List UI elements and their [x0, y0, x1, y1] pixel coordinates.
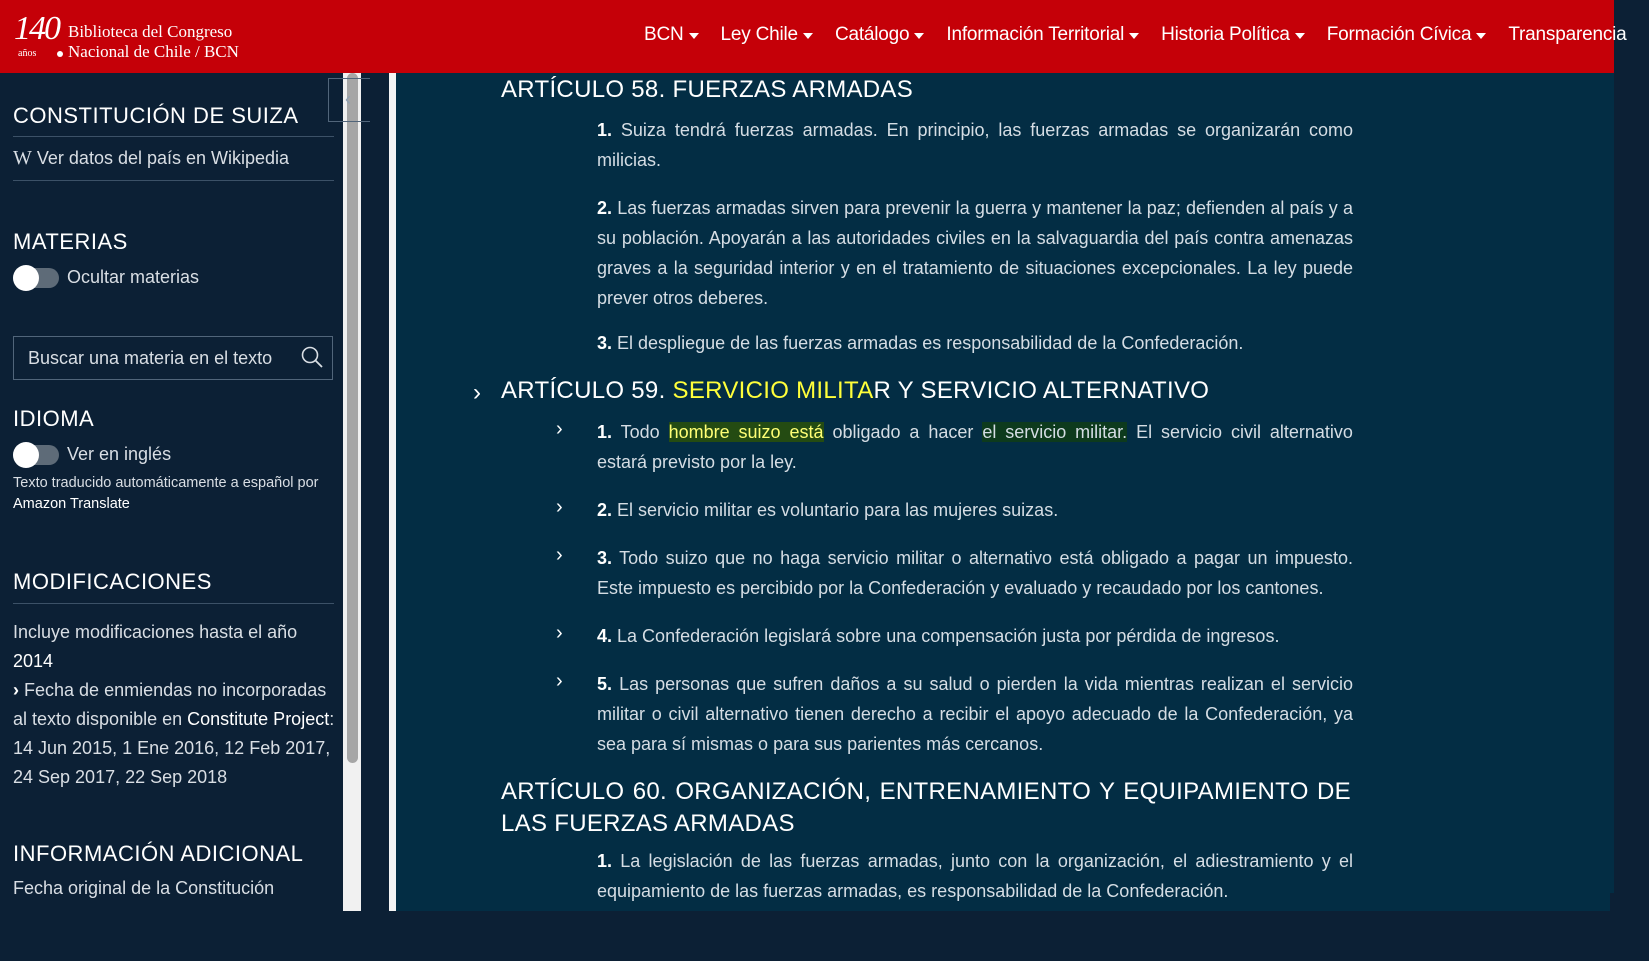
constitution-text	[396, 73, 1614, 911]
gutter	[361, 73, 389, 911]
paragraph-text: Las personas que sufren daños a su salud o pierden la vida mientras realizan el servicio militar o civil alternativo tienen derecho a recibir el apoyo adecuado de la Confederación, ya sea para sí mismas o para sus parientes más cercanos.	[597, 674, 1353, 754]
idioma-title: IDIOMA	[13, 406, 95, 431]
nav-transparencia[interactable]	[1508, 24, 1626, 46]
article-59-rest: R Y SERVICIO ALTERNATIVO	[873, 377, 1210, 404]
paragraph-number: 2.	[597, 198, 613, 218]
scroll-edge	[1610, 893, 1614, 961]
nav-ley-chile-label: Ley Chile	[720, 24, 798, 45]
article-58-paragraph-2	[597, 193, 1353, 313]
divider	[13, 180, 334, 181]
paragraph-text: El despliegue de las fuerzas armadas es responsabilidad de la Confederación.	[617, 333, 1244, 353]
mod-text-3	[13, 704, 334, 734]
caret-down-icon	[914, 33, 924, 39]
hide-materias-label: Ocultar materias	[67, 267, 200, 287]
article-59-paragraph-4	[597, 621, 1353, 651]
mod-colon: :	[329, 709, 335, 729]
sidebar-scroll-thumb[interactable]	[347, 73, 358, 763]
paragraph-number: 4.	[597, 626, 613, 646]
materia-search-box	[13, 336, 333, 380]
chevron-right-icon[interactable]: ›	[556, 496, 563, 518]
highlight-dark-green: el servicio militar.	[982, 422, 1128, 442]
article-58-paragraph-1	[597, 115, 1353, 175]
nav-bcn[interactable]	[644, 24, 699, 46]
materia-search-input[interactable]	[26, 347, 290, 370]
mod-text-1: Incluye modificaciones hasta el año	[13, 622, 298, 642]
divider	[13, 603, 334, 604]
paragraph-number: 1.	[597, 120, 613, 140]
nav-informacion-territorial[interactable]	[946, 24, 1139, 46]
modificaciones-title: MODIFICACIONES	[13, 569, 212, 594]
mod-dates-2: 24 Sep 2017, 22 Sep 2018	[13, 767, 228, 787]
top-bar	[0, 0, 1627, 73]
logo-number: 140	[14, 10, 59, 47]
nav-formacion-civica-label: Formación Cívica	[1326, 24, 1472, 45]
chevron-right-icon[interactable]: ›	[556, 544, 563, 566]
article-59-title	[501, 377, 1209, 405]
logo-anos: años	[18, 48, 37, 59]
chevron-right-icon[interactable]: ›	[556, 670, 563, 692]
article-58-paragraph-3	[597, 328, 1353, 358]
mod-text-3-label: al texto disponible en	[13, 709, 183, 729]
sidebar	[0, 73, 343, 911]
nav-historia-politica-label: Historia Política	[1161, 24, 1290, 45]
paragraph-text: Todo suizo que no haga servicio militar o alternativo está obligado a pagar un impuesto. Este impuesto es percibido por la Confederación y evaluado y recaudado por los cantones.	[597, 548, 1353, 598]
english-toggle-label: Ver en inglés	[67, 444, 172, 464]
materias-title: MATERIAS	[13, 229, 128, 254]
toggle-knob	[13, 265, 39, 291]
paragraph-text: La legislación de las fuerzas armadas, junto con la organización, el adiestramiento y el equipamiento de las fuerzas armadas, es responsabilidad de la Confederación.	[597, 851, 1353, 901]
main-nav	[644, 24, 1649, 46]
article-59-paragraph-5	[597, 669, 1353, 759]
paragraph-number: 1.	[597, 422, 613, 442]
caret-down-icon	[1476, 33, 1486, 39]
logo-line-2: Nacional de Chile / BCN	[68, 42, 239, 61]
logo-line-1: Biblioteca del Congreso	[68, 22, 233, 41]
mod-text-2	[13, 675, 326, 705]
paragraph-text: obligado a hacer	[832, 422, 974, 442]
english-toggle[interactable]	[13, 445, 59, 465]
country-title: CONSTITUCIÓN DE SUIZA	[13, 103, 299, 128]
info-text: Fecha original de la Constitución	[13, 878, 275, 898]
paragraph-number: 2.	[597, 500, 613, 520]
paragraph-text: Todo	[620, 422, 660, 442]
caret-down-icon	[1295, 33, 1305, 39]
constitute-project-link[interactable]: Constitute Project	[187, 709, 330, 729]
paragraph-number: 5.	[597, 674, 613, 694]
article-59-paragraph-1	[597, 417, 1353, 477]
nav-transparencia-label: Transparencia	[1508, 24, 1627, 45]
caret-down-icon	[689, 33, 699, 39]
hide-materias-toggle[interactable]	[13, 268, 59, 288]
article-60-title: ARTÍCULO 60. ORGANIZACIÓN, ENTRENAMIENTO Y EQUIPAMIENTO DE LAS FUERZAS ARMADAS	[501, 778, 1351, 837]
search-icon[interactable]	[300, 345, 324, 369]
wikipedia-link[interactable]	[13, 143, 289, 173]
toggle-knob	[13, 442, 39, 468]
bcn-logo[interactable]	[8, 6, 248, 66]
nav-bcn-label: BCN	[644, 24, 684, 45]
caret-down-icon	[803, 33, 813, 39]
highlight-green: hombre suizo está	[668, 422, 824, 442]
nav-historia-politica[interactable]	[1161, 24, 1305, 46]
mod-dates-1: 14 Jun 2015, 1 Ene 2016, 12 Feb 2017,	[13, 738, 331, 758]
paragraph-text: El servicio militar es voluntario para las mujeres suizas.	[617, 500, 1059, 520]
nav-catalogo[interactable]	[835, 24, 924, 46]
nav-formacion-civica[interactable]	[1327, 24, 1487, 46]
wikipedia-link-label: Ver datos del país en Wikipedia	[36, 148, 290, 168]
translate-note: Texto traducido automáticamente a español por	[13, 475, 319, 491]
chevron-right-icon[interactable]: ›	[473, 379, 481, 406]
chevron-left-icon: ‹	[345, 89, 351, 109]
article-59-paragraph-2	[597, 495, 1353, 525]
mod-year: 2014	[13, 651, 54, 671]
logo-dot-icon	[57, 51, 63, 57]
paragraph-number: 3.	[597, 548, 613, 568]
article-59-paragraph-3	[597, 543, 1353, 603]
paragraph-text: La Confederación legislará sobre una compensación justa por pérdida de ingresos.	[617, 626, 1280, 646]
content-border	[389, 73, 396, 911]
article-58-title: ARTÍCULO 58. FUERZAS ARMADAS	[501, 76, 914, 103]
article-60-paragraph-1	[597, 846, 1353, 906]
divider	[13, 136, 334, 137]
nav-catalogo-label: Catálogo	[834, 24, 910, 45]
collapse-sidebar-button[interactable]	[328, 78, 370, 122]
highlight-yellow: SERVICIO MILITA	[672, 377, 874, 404]
article-59-prefix: ARTÍCULO 59.	[501, 377, 666, 404]
info-adicional-title: INFORMACIÓN ADICIONAL	[13, 841, 304, 866]
mod-text-2-label: Fecha de enmiendas no incorporadas	[24, 680, 327, 700]
caret-down-icon	[1129, 33, 1139, 39]
nav-ley-chile[interactable]	[721, 24, 813, 46]
paragraph-text: Suiza tendrá fuerzas armadas. En principio, las fuerzas armadas se organizarán como milicias.	[597, 120, 1353, 170]
paragraph-text: El servicio civil alternativo estará previsto por la ley.	[597, 422, 1353, 472]
chevron-right-icon[interactable]: ›	[556, 622, 563, 644]
amazon-translate-link[interactable]: Amazon Translate	[13, 496, 130, 512]
paragraph-text: Las fuerzas armadas sirven para prevenir la guerra y mantener la paz; defienden al país y a su población. Apoyarán a las autoridades civiles en la salvaguardia del país contra amenazas graves a la seguridad interior y en el tratamiento de situaciones excepcionales. La ley puede prever otros deberes.	[597, 198, 1353, 308]
chevron-right-icon[interactable]: ›	[556, 418, 563, 440]
paragraph-number: 3.	[597, 333, 613, 353]
wikipedia-icon: W	[13, 147, 32, 169]
nav-informacion-territorial-label: Información Territorial	[946, 24, 1125, 45]
chevron-right-icon: ›	[13, 680, 19, 700]
paragraph-number: 1.	[597, 851, 613, 871]
